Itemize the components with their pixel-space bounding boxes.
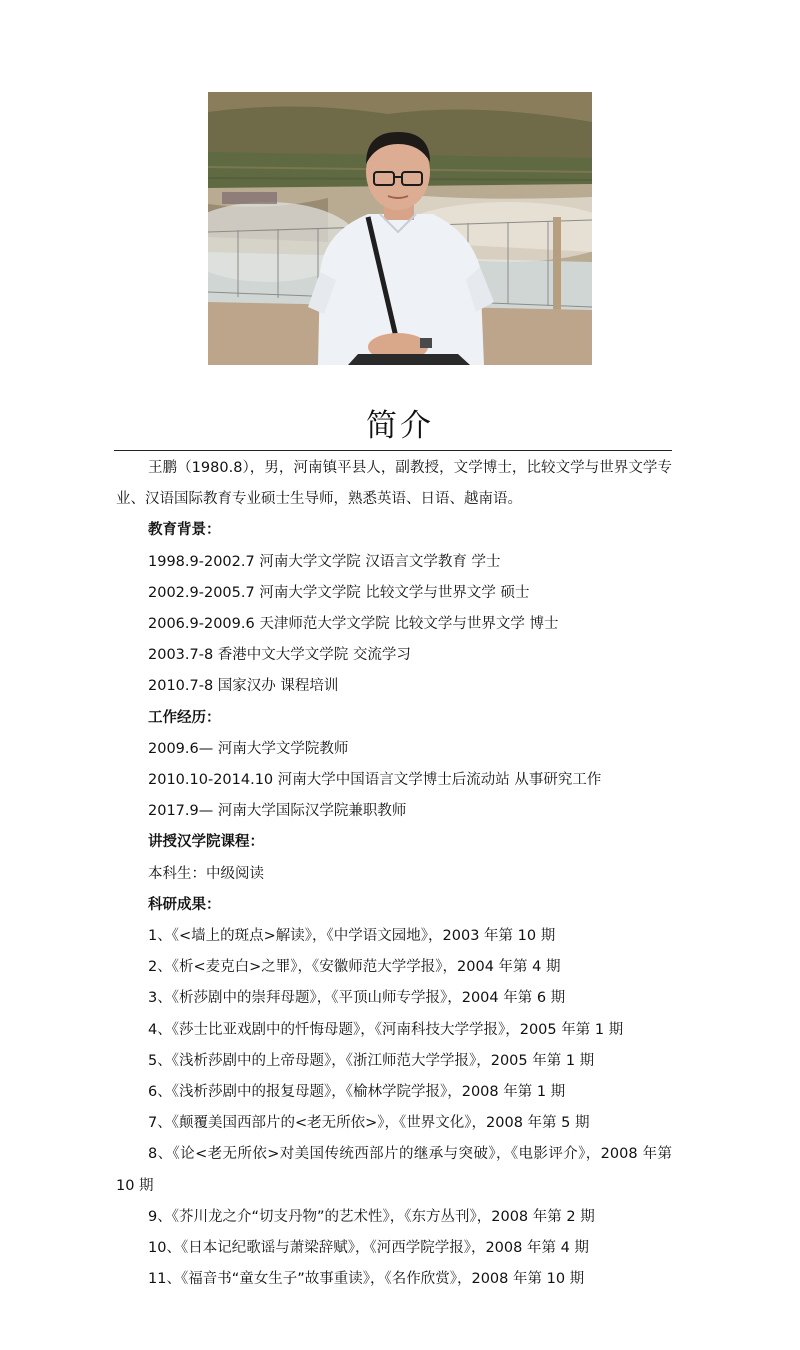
- research-item: 11、《福音书“童女生子”故事重读》，《名作欣赏》，2008 年第 10 期: [148, 1271, 585, 1288]
- research-item: 6、《浅析莎剧中的报复母题》，《榆林学院学报》，2008 年第 1 期: [148, 1084, 566, 1101]
- profile-content: [116, 453, 672, 1295]
- education-item: 2006.9-2009.6 天津师范大学文学院 比较文学与世界文学 博士: [148, 616, 559, 633]
- research-item: 10、《日本记纪歌谣与萧梁辞赋》，《河西学院学报》，2008 年第 4 期: [148, 1240, 589, 1257]
- course-item: 本科生：中级阅读: [148, 865, 264, 882]
- education-heading: 教育背景：: [148, 522, 221, 539]
- work-item: 2009.6— 河南大学文学院教师: [148, 740, 349, 757]
- courses-heading: 讲授汉学院课程：: [148, 834, 264, 851]
- research-item: 2、《析<麦克白>之罪》，《安徽师范大学学报》，2004 年第 4 期: [148, 959, 561, 976]
- research-item: 8、《论<老无所依>对美国传统西部片的继承与突破》，《电影评介》，2008 年第 10 期: [116, 1146, 672, 1194]
- research-item: 7、《颠覆美国西部片的<老无所依>》，《世界文化》，2008 年第 5 期: [148, 1115, 590, 1132]
- research-item: 3、《析莎剧中的崇拜母题》，《平顶山师专学报》，2004 年第 6 期: [148, 990, 566, 1007]
- work-item: 2010.10-2014.10 河南大学中国语言文学博士后流动站 从事研究工作: [148, 772, 602, 789]
- page-title: 简介: [366, 408, 434, 444]
- education-item: 2002.9-2005.7 河南大学文学院 比较文学与世界文学 硕士: [148, 584, 530, 601]
- profile-photo: [208, 92, 592, 365]
- work-heading: 工作经历：: [148, 709, 221, 726]
- education-item: 2010.7-8 国家汉办 课程培训: [148, 678, 339, 695]
- education-item: 1998.9-2002.7 河南大学文学院 汉语言文学教育 学士: [148, 553, 501, 570]
- title-divider: [114, 450, 672, 451]
- research-item: 4、《莎士比亚戏剧中的忏悔母题》，《河南科技大学学报》，2005 年第 1 期: [148, 1021, 624, 1038]
- research-item: 9、《芥川龙之介“切支丹物”的艺术性》，《东方丛刊》，2008 年第 2 期: [148, 1208, 595, 1225]
- intro-paragraph: 王鹏（1980.8），男，河南镇平县人，副教授，文学博士，比较文学与世界文学专业、汉语国际教育专业硕士生导师，熟悉英语、日语、越南语。: [116, 460, 672, 508]
- research-item: 5、《浅析莎剧中的上帝母题》，《浙江师范大学学报》，2005 年第 1 期: [148, 1052, 595, 1069]
- education-item: 2003.7-8 香港中文大学文学院 交流学习: [148, 647, 411, 664]
- work-item: 2017.9— 河南大学国际汉学院兼职教师: [148, 803, 407, 820]
- research-heading: 科研成果：: [148, 896, 221, 913]
- research-item: 1、《<墙上的斑点>解读》，《中学语文园地》，2003 年第 10 期: [148, 928, 556, 945]
